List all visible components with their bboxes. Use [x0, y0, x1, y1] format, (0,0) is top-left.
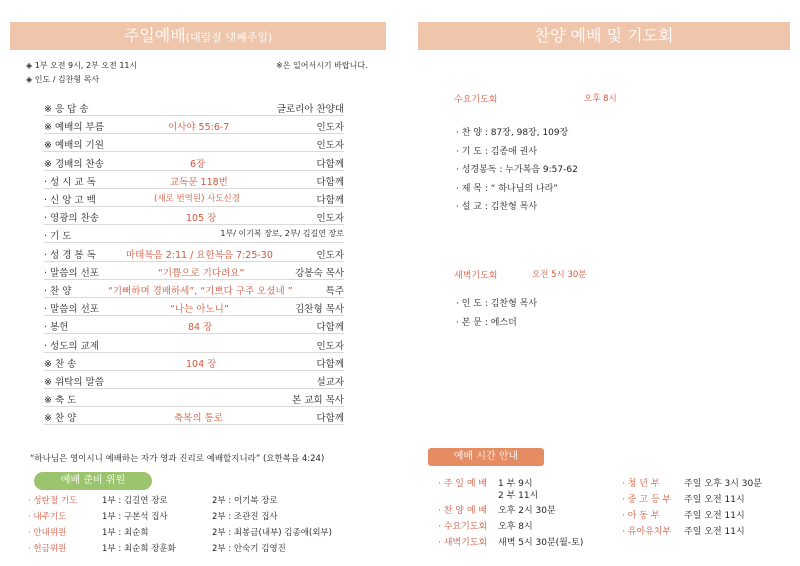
order-label: · 말씀의 선포 — [44, 267, 99, 279]
right-banner — [418, 22, 790, 50]
order-label: · 찬 양 — [44, 286, 72, 297]
schedule-time: 1 부 9시 — [498, 479, 533, 489]
order-label: · 말씀의 선포 — [44, 304, 99, 316]
prayer-detail-line: · 본 문 : 에스더 — [456, 317, 517, 328]
schedule-time: 오후 8시 — [498, 522, 533, 532]
order-detail: 이사야 55:6-7 — [168, 122, 230, 134]
banner-subtitle: (대림절 넷째주일) — [185, 31, 273, 44]
prep-first-service: 1부 : 구본석 집사 — [102, 512, 168, 522]
order-row — [44, 207, 344, 225]
order-detail: 84 장 — [188, 322, 213, 334]
order-responsible: 다함께 — [316, 176, 344, 188]
schedule-name: · 유아유치부 — [622, 527, 672, 537]
prep-first-service: 1부 : 김길연 장로 — [102, 496, 168, 506]
order-responsible: 인도자 — [316, 340, 344, 352]
order-label: · 신 앙 고 백 — [44, 195, 96, 206]
left-banner — [10, 22, 386, 50]
order-label: ※ 찬 송 — [44, 358, 77, 370]
order-label: ※ 위탁의 말씀 — [44, 377, 104, 388]
service-times: ◈ 1부 오전 9시, 2부 오전 11시 — [26, 61, 138, 70]
schedule-time: 주일 오전 11시 — [684, 511, 745, 521]
order-row — [44, 335, 344, 353]
schedule-title: 예배 시간 안내 — [428, 448, 544, 466]
schedule-time: 2 부 11시 — [498, 491, 539, 501]
prep-role: · 성탄절 기도 — [28, 496, 78, 506]
schedule-name: · 아 동 부 — [622, 511, 660, 521]
order-label: ※ 응 답 송 — [44, 104, 89, 115]
order-responsible: 다함께 — [316, 413, 344, 425]
prep-first-service: 1부 : 최순희 — [102, 528, 149, 538]
order-detail: “기뻐하며 경배하세”, “기쁘다 구주 오셨네 ” — [108, 286, 293, 297]
order-responsible: 인도자 — [316, 249, 344, 261]
order-responsible: 글로리아 찬양대 — [276, 104, 344, 115]
order-responsible: 설교자 — [316, 377, 344, 388]
prep-second-service: 2부 : 조관진 집사 — [212, 512, 278, 522]
order-label: · 영광의 찬송 — [44, 213, 99, 225]
prep-role: · 헌금위원 — [28, 544, 67, 554]
standing-notice: ※은 일어서시기 바랍니다. — [276, 61, 368, 70]
order-row — [44, 353, 344, 371]
order-detail: 마태복음 2:11 / 요한복음 7:25-30 — [126, 249, 273, 261]
scripture-verse: “하나님은 영이시니 예배하는 자가 영과 진리로 예배할지니라” (요한복음 4:24) — [30, 454, 325, 464]
wed-prayer-title: 수요기도회 — [454, 95, 498, 105]
order-responsible: 특주 — [325, 286, 344, 297]
order-responsible: 본 교회 목사 — [292, 395, 344, 407]
order-responsible: 인도자 — [316, 122, 344, 134]
order-row — [44, 189, 344, 207]
prep-second-service: 2부 : 안숙기 김영진 — [212, 544, 286, 554]
prayer-detail-line: · 찬 양 : 87장, 98장, 109장 — [456, 128, 569, 138]
schedule-name: · 주 일 예 배 — [438, 479, 488, 489]
order-detail: 6장 — [190, 158, 206, 170]
order-detail: “기쁨으로 기다려요” — [158, 267, 245, 279]
order-responsible: 다함께 — [316, 322, 344, 334]
schedule-name: · 수요기도회 — [438, 522, 488, 532]
schedule-name: · 중 고 등 부 — [622, 495, 672, 505]
leader-line: ◈ 인도 / 김찬형 목사 — [26, 75, 100, 84]
order-row — [44, 262, 344, 280]
order-responsible: 인도자 — [316, 213, 344, 225]
order-detail: (새로 번역된) 사도신경 — [154, 194, 240, 204]
prep-first-service: 1부 : 최순희 장훈화 — [102, 544, 176, 554]
banner-title: 주일예배 — [123, 26, 186, 45]
order-row — [44, 153, 344, 171]
order-detail: 105 장 — [186, 213, 217, 225]
prep-committee-title: 예배 준비 위원 — [34, 472, 152, 490]
order-row — [44, 244, 344, 262]
order-label: ※ 축 도 — [44, 395, 77, 407]
order-responsible: 강봉숙 목사 — [295, 267, 344, 279]
order-row — [44, 298, 344, 316]
schedule-name: · 청 년 부 — [622, 479, 660, 489]
schedule-name: · 새벽기도회 — [438, 538, 488, 548]
prep-second-service: 2부 : 최봉금(내부) 김종애(외부) — [212, 528, 332, 538]
schedule-time: 주일 오후 3시 30분 — [684, 479, 762, 489]
order-responsible: 김찬형 목사 — [295, 304, 344, 316]
order-label: · 봉헌 — [44, 322, 69, 334]
order-row — [44, 407, 344, 425]
order-row — [44, 316, 344, 334]
order-detail: 교독문 118번 — [170, 176, 228, 188]
order-responsible: 1부/ 이기복 장로, 2부/ 김길연 장로 — [220, 229, 344, 239]
order-row — [44, 389, 344, 407]
prep-role: · 내주기도 — [28, 512, 67, 522]
prep-role: · 안내위원 — [28, 528, 67, 538]
order-row — [44, 134, 344, 152]
order-row — [44, 116, 344, 134]
order-label: ※ 경배의 찬송 — [44, 158, 104, 170]
dawn-prayer-time: 오전 5시 30분 — [532, 270, 587, 280]
schedule-name: · 찬 양 예 배 — [438, 506, 488, 516]
prayer-detail-line: · 성경봉독 : 누가복음 9:57-62 — [456, 165, 578, 175]
prayer-detail-line: · 설 교 : 김찬형 목사 — [456, 202, 538, 212]
order-row — [44, 225, 344, 243]
schedule-time: 새벽 5시 30분(월-토) — [498, 538, 584, 548]
order-detail: 축복의 통로 — [174, 413, 223, 425]
order-responsible: 다함께 — [316, 158, 344, 170]
order-label: · 성 시 교 독 — [44, 176, 96, 188]
order-label: · 기 도 — [44, 231, 72, 243]
order-responsible: 인도자 — [316, 140, 344, 152]
dawn-prayer-title: 새벽기도회 — [454, 271, 498, 281]
order-row — [44, 171, 344, 189]
order-label: ※ 찬 양 — [44, 413, 77, 425]
schedule-time: 주일 오전 11시 — [684, 527, 745, 537]
order-responsible: 다함께 — [316, 195, 344, 206]
prep-second-service: 2부 : 이기복 장로 — [212, 496, 278, 506]
right-banner-title: 찬양 예배 및 기도회 — [534, 26, 674, 45]
order-row — [44, 280, 344, 298]
wed-prayer-time: 오후 8시 — [584, 94, 617, 104]
order-label: · 성 경 봉 독 — [44, 249, 96, 261]
schedule-time: 오후 2시 30분 — [498, 506, 556, 516]
order-responsible: 다함께 — [316, 358, 344, 370]
prayer-detail-line: · 기 도 : 김종애 권사 — [456, 146, 538, 157]
order-label: ※ 예배의 부름 — [44, 122, 104, 134]
prayer-detail-line: · 제 목 : “ 하나님의 나라” — [456, 183, 558, 194]
order-label: ※ 예배의 기원 — [44, 140, 104, 152]
schedule-time: 주일 오전 11시 — [684, 495, 745, 505]
order-row — [44, 371, 344, 389]
order-label: · 성도의 교제 — [44, 340, 99, 352]
order-detail: “나는 아노니” — [170, 304, 229, 316]
order-detail: 104 장 — [186, 358, 217, 370]
order-row — [44, 98, 344, 116]
prayer-detail-line: · 인 도 : 김찬형 목사 — [456, 299, 538, 309]
